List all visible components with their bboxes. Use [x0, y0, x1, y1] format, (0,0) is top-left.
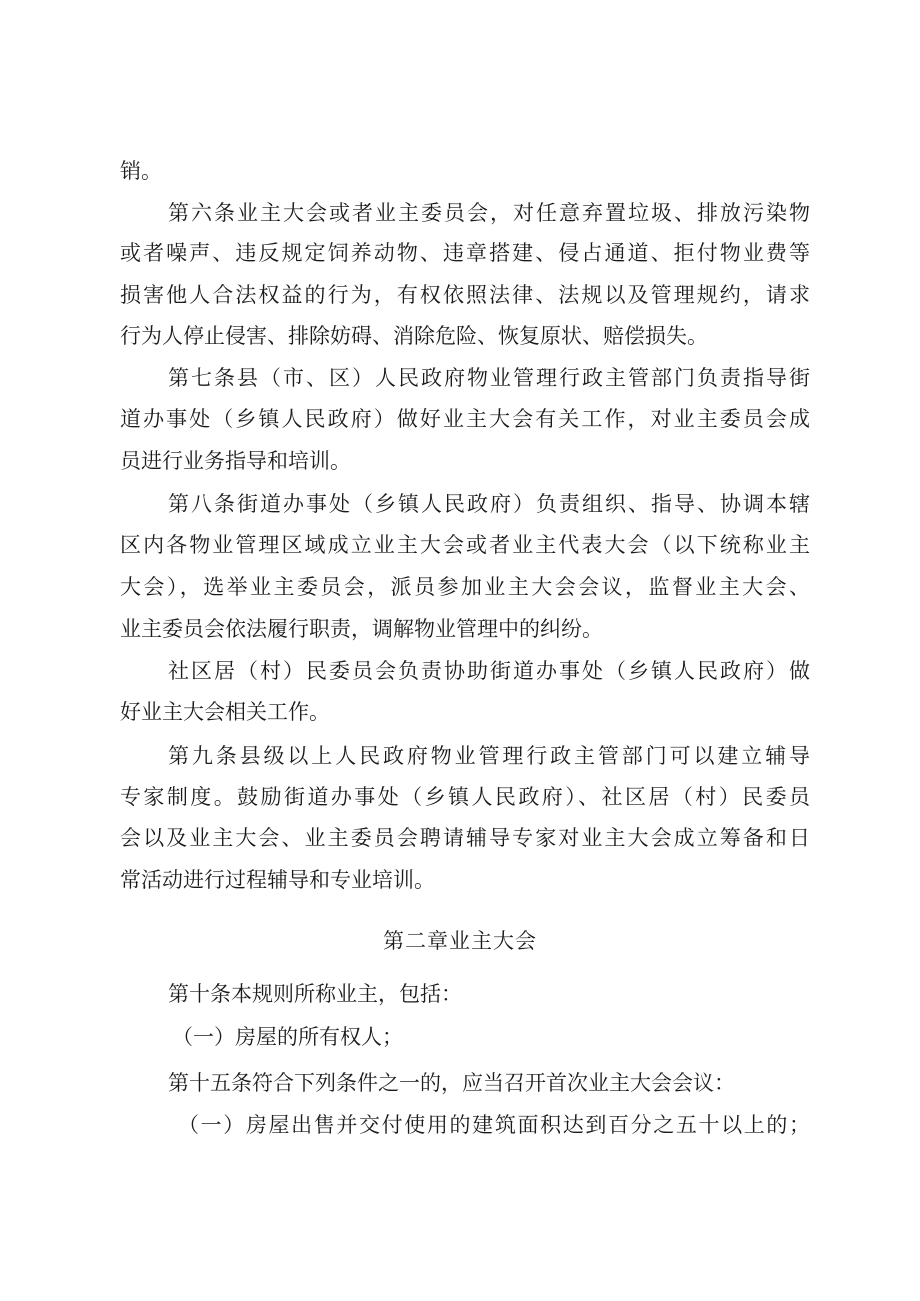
article-8-line-4: 业主委员会依法履行职责，调解物业管理中的纠纷。 — [120, 617, 603, 641]
article-8-line-1: 第八条街道办事处（乡镇人民政府）负责组织、指导、协调本辖 — [168, 492, 810, 516]
article-6-line-2: 或者噪声、违反规定饲养动物、违章搭建、侵占通道、拒付物业费等 — [120, 241, 810, 265]
article-6-line-4: 行为人停止侵害、排除妨碍、消除危险、恢复原状、赔偿损失。 — [120, 324, 708, 348]
chapter-heading: 第二章业主大会 — [383, 929, 537, 953]
paragraph-line: 销。 — [120, 159, 162, 183]
article-8-line-3: 大会），选举业主委员会，派员参加业主大会会议，监督业主大会、 — [120, 575, 810, 599]
community-paragraph-line-2: 好业主大会相关工作。 — [120, 700, 330, 724]
article-15-line: 第十五条符合下列条件之一的，应当召开首次业主大会会议： — [168, 1071, 735, 1095]
article-7-line-2: 道办事处（乡镇人民政府）做好业主大会有关工作，对业主委员会成 — [120, 407, 810, 431]
article-9-line-3: 会以及业主大会、业主委员会聘请辅导专家对业主大会成立筹备和日 — [120, 826, 810, 850]
article-9-line-1: 第九条县级以上人民政府物业管理行政主管部门可以建立辅导 — [168, 744, 810, 768]
article-7-line-3: 员进行业务指导和培训。 — [120, 449, 351, 473]
article-6-line-3: 损害他人合法权益的行为，有权依照法律、法规以及管理规约，请求 — [120, 283, 810, 307]
article-10-line: 第十条本规则所称业主，包括： — [168, 982, 462, 1006]
article-15-item-1: （一）房屋出售并交付使用的建筑面积达到百分之五十以上的； — [178, 1113, 810, 1137]
article-9-line-2: 专家制度。鼓励街道办事处（乡镇人民政府）、社区居（村）民委员 — [120, 785, 810, 809]
article-8-line-2: 区内各物业管理区域成立业主大会或者业主代表大会（以下统称业主 — [120, 533, 810, 557]
article-6-line-1: 第六条业主大会或者业主委员会，对任意弃置垃圾、排放污染物 — [168, 201, 810, 225]
article-9-line-4: 常活动进行过程辅导和专业培训。 — [120, 868, 435, 892]
article-10-item-1: （一）房屋的所有权人； — [172, 1025, 403, 1049]
article-7-line-1: 第七条县（市、区）人民政府物业管理行政主管部门负责指导街 — [168, 366, 810, 390]
community-paragraph-line-1: 社区居（村）民委员会负责协助街道办事处（乡镇人民政府）做 — [168, 659, 810, 683]
